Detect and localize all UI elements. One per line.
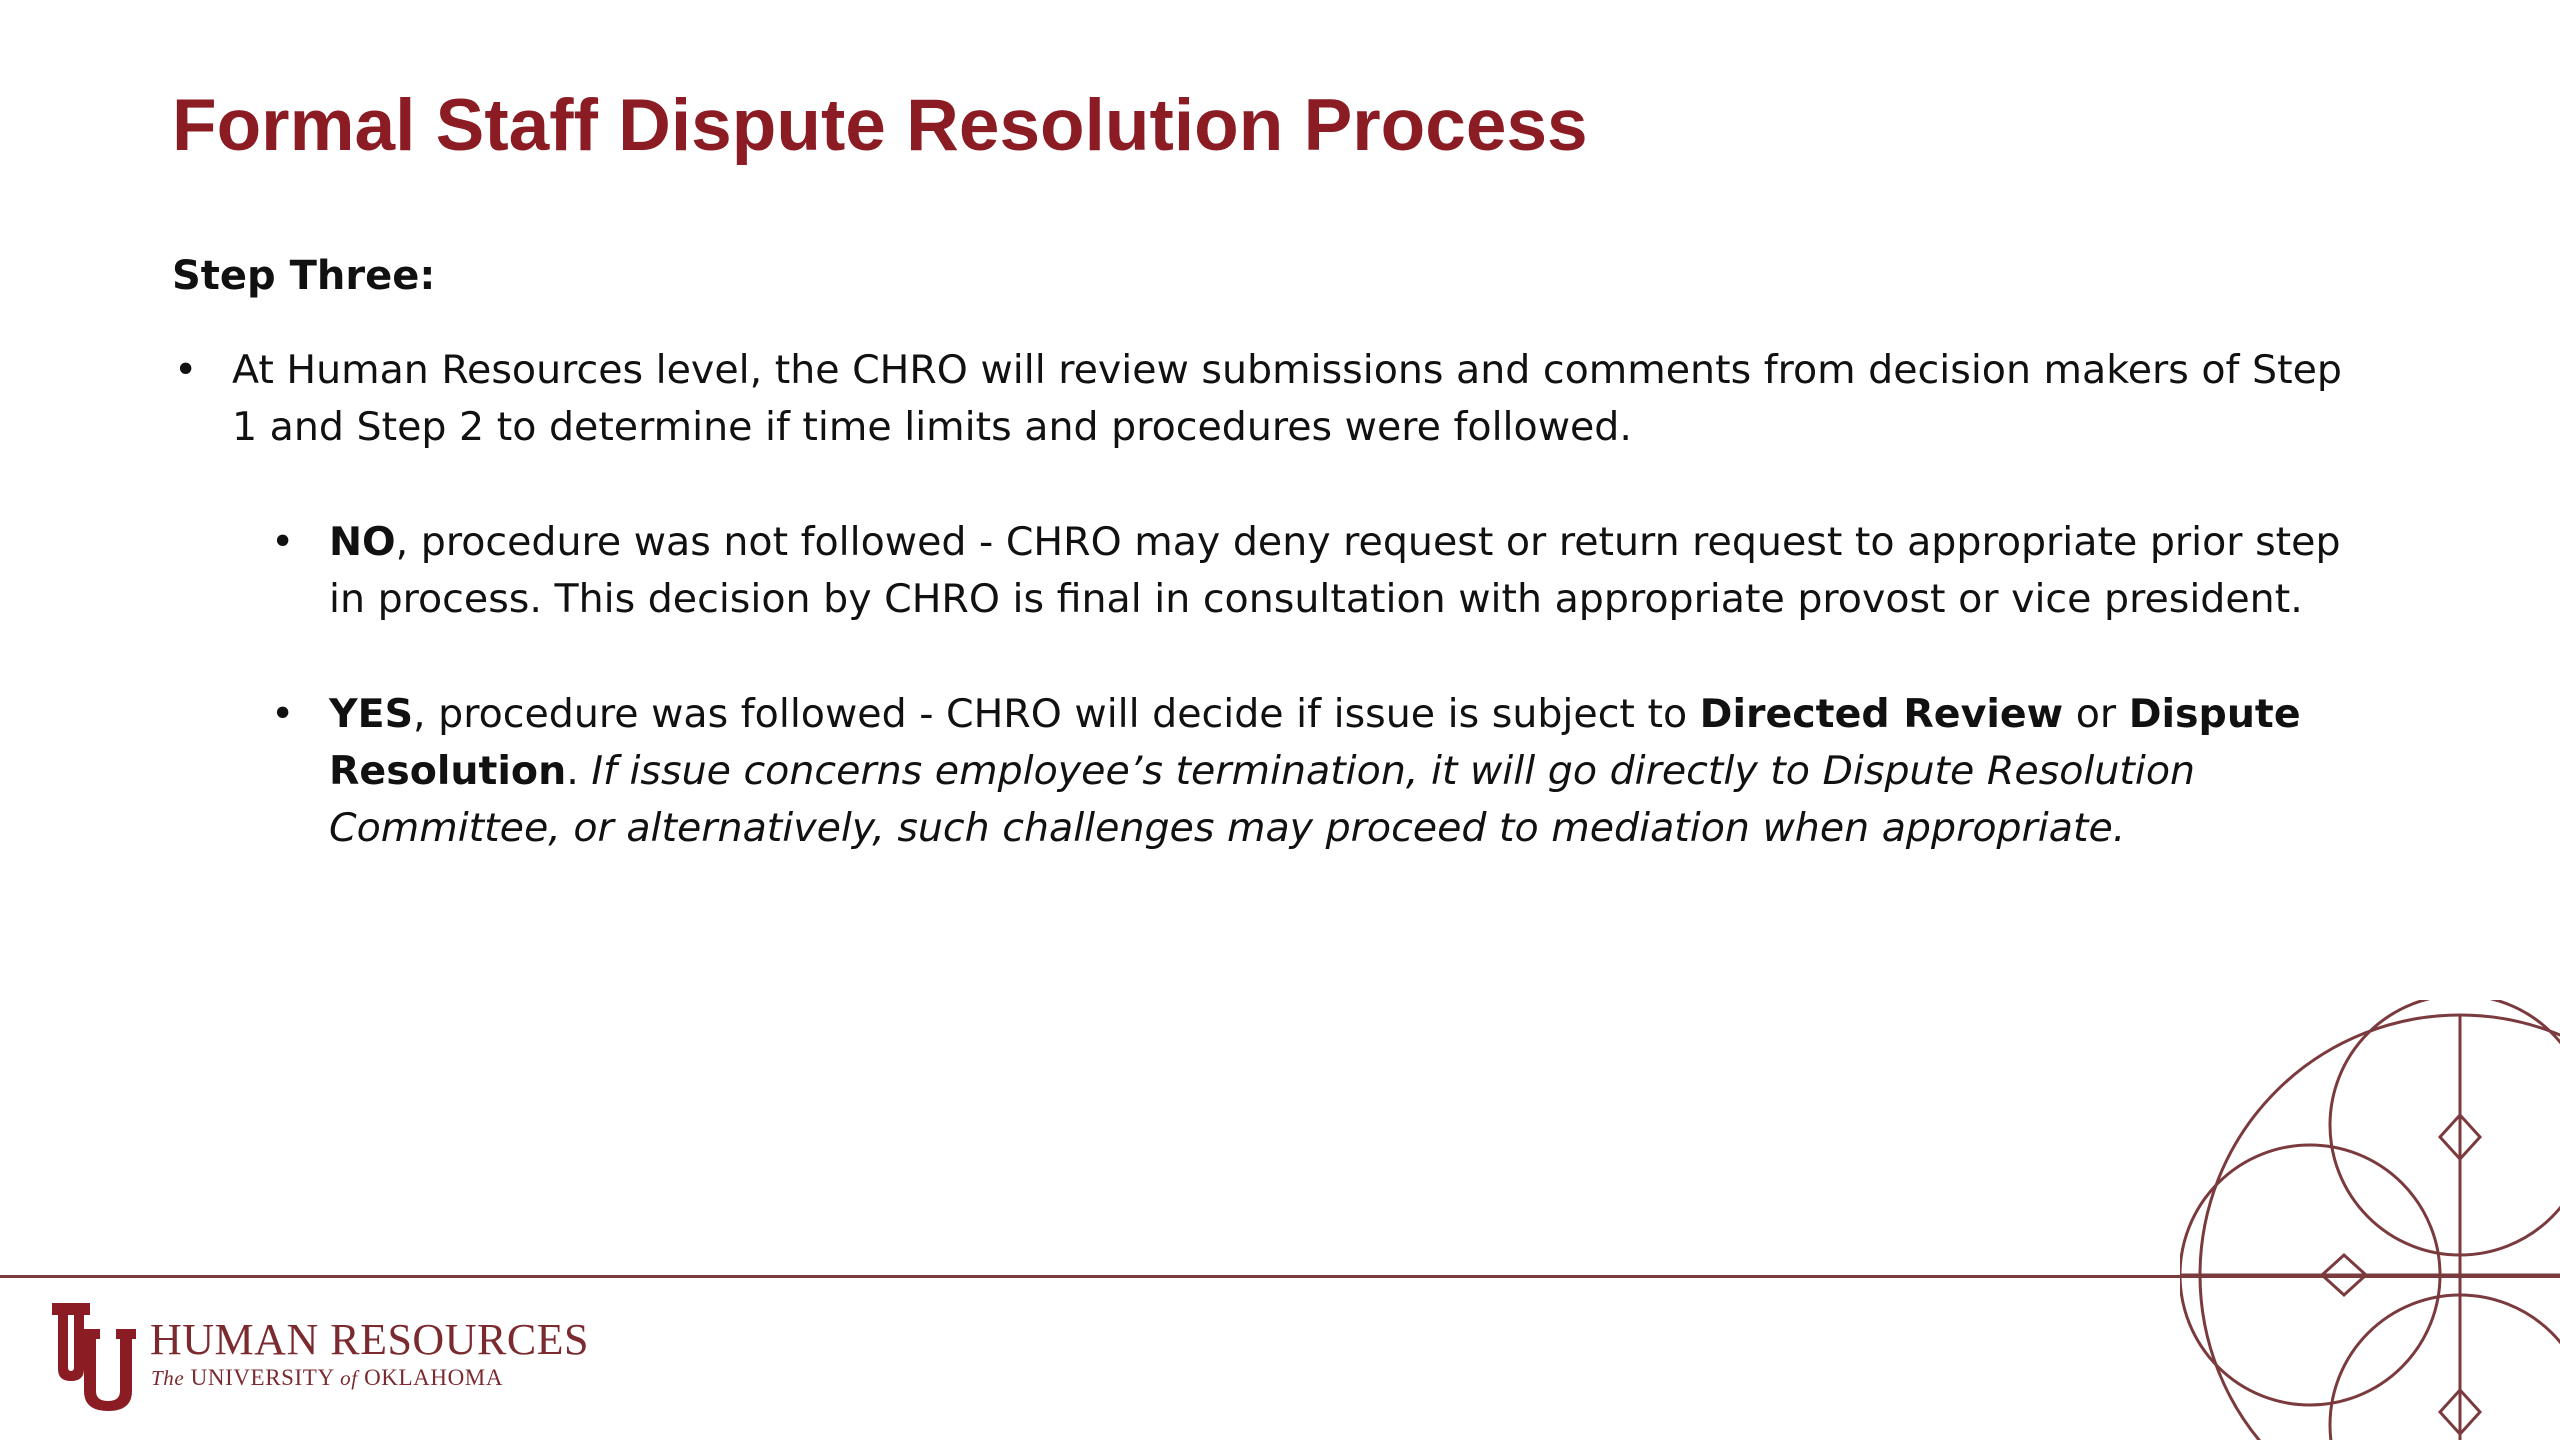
term-dispute-resolution: Dispute Resolution <box>329 691 2301 794</box>
term-directed-review: Directed Review <box>1699 691 2064 737</box>
bullet-review <box>174 342 2362 456</box>
footer-divider <box>0 1275 2560 1278</box>
bullet-no-text: , procedure was not followed - CHRO may deny request or return request to appropriate prior step in process. This decision by CHRO is final in consultation with appropriate provost or vice president. <box>329 519 2341 622</box>
bullet-review-text: At Human Resources level, the CHRO will review submissions and comments from decision makers of Step 1 and Step 2 to determine if time limits and procedures were followed. <box>232 347 2342 450</box>
bullet-yes-text-a: , procedure was followed - CHRO will decide if issue is subject to <box>413 691 1700 737</box>
bullet-yes-text-c: . <box>566 748 592 794</box>
ou-interlocking-logo-icon <box>44 1295 144 1415</box>
step-heading: Step Three: <box>172 253 436 299</box>
subtitle-of: of <box>340 1366 358 1390</box>
bullet-dot: • <box>271 519 295 565</box>
bullet-dot: • <box>271 691 295 737</box>
bullet-yes-lead: YES <box>329 691 414 737</box>
subtitle-state: OKLAHOMA <box>364 1365 504 1390</box>
slide-title: Formal Staff Dispute Resolution Process <box>172 85 1588 166</box>
subtitle-university: UNIVERSITY <box>190 1365 334 1390</box>
bullet-no <box>271 514 2359 628</box>
quatrefoil-ornament-icon <box>2180 1000 2560 1440</box>
hr-wordmark: HUMAN RESOURCES <box>150 1315 590 1364</box>
bullet-yes-text-b: or <box>2063 691 2129 737</box>
bullet-yes <box>271 686 2359 857</box>
subtitle-the: The <box>151 1366 185 1390</box>
university-subtitle <box>151 1366 503 1389</box>
bullet-no-lead: NO <box>329 519 396 565</box>
slide-body <box>172 250 2372 915</box>
bullet-dot: • <box>174 347 198 393</box>
bullet-yes-italic-note: If issue concerns employee’s termination, it will go directly to Dispute Resolution Committee, or alternatively, such challenges may proceed to mediation when appropriate. <box>329 748 2196 851</box>
